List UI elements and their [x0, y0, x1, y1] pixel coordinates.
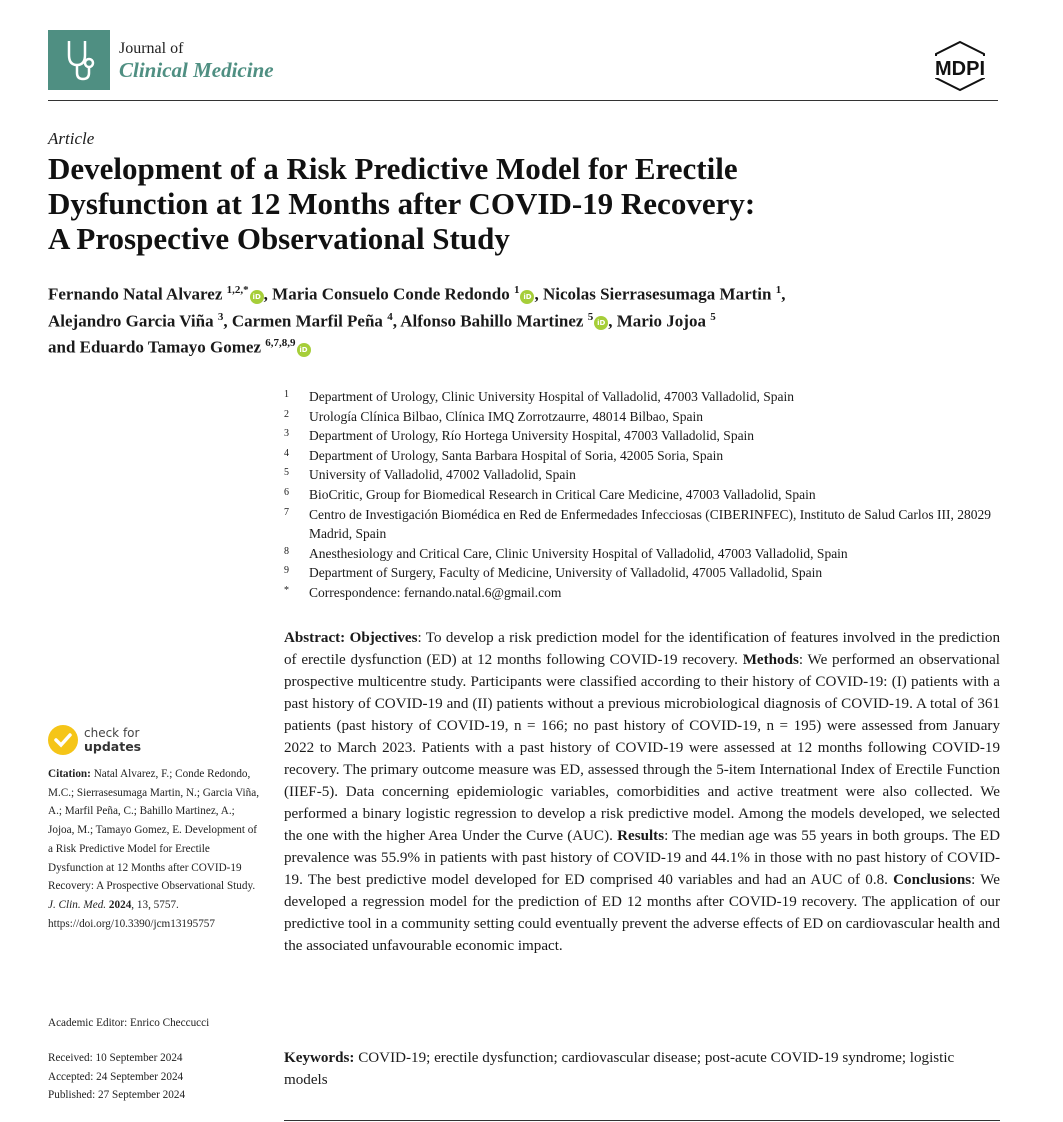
publisher-name: MDPI [935, 58, 985, 80]
author-name[interactable]: Fernando Natal Alvarez [48, 284, 223, 304]
check-updates-line1: check for [84, 726, 140, 740]
abstract: Abstract: Objectives: To develop a risk prediction model for the identification of features involved in the prediction of erectile dysfunction (ED) at 12 months following COVID-19 recovery. Methods: We performed an observational prospective multicentre study. Participants were classified according to their history of COVID-19: (I) patients with a past history of COVID-19 and (II) patients without a previous microbiological diagnosis of COVID-19. A total of 361 patients (past history of COVID-19, n = 166; no past history of COVID-19, n = 195) were assessed from January 2022 to March 2023. Patients with a past history of COVID-19 were assessed at 12 months following COVID-19 recovery. The primary outcome measure was ED, assessed through the 5-item International Index of Erectile Function (IIEF-5). Data concerning epidemiologic variables, comorbidities and active treatment were also collected. We performed a binary logistic regression to develop a risk predictive model. Among the models developed, we selected the one with the higher Area Under the Curve (AUC). Results: The median age was 55 years in both groups. The ED prevalence was 55.9% in patients with past history of COVID-19 and 44.1% in those with no past history of COVID-19. The best predictive model developed for ED comprised 40 variables and had an AUC of 0.8. Conclusions: We developed a regression model for the prediction of ED 12 months after COVID-19 recovery. The application of our predictive tool in a community setting could eventually prevent the adverse effects of ED on cardiovascular health and the associated unfavourable economic impact. [284, 630, 1001, 954]
published-date: Published: 27 September 2024 [48, 1089, 186, 1101]
author-line: Fernando Natal Alvarez $^{1,2,*}$iD , Maria Consuelo Conde Redondo $^1$iD , Nicolas Sierrasesumaga Martin $^1$, [48, 284, 786, 304]
author-name[interactable]: Alejandro Garcia Viña [48, 311, 214, 331]
journal-title [119, 40, 274, 82]
affiliation-item: 8 Anesthesiology and Critical Care, Clinic University Hospital of Valladolid, 47003 Valladolid, Spain [284, 545, 848, 561]
author-affil: 4 [387, 310, 393, 323]
affiliation-item: 1 Department of Urology, Clinic University Hospital of Valladolid, 47003 Valladolid, Spain [284, 389, 794, 404]
doi-link[interactable]: , 13, 5757. https://doi.org/10.3390/jcm13195757 [48, 898, 215, 930]
abstract-label: Abstract: [284, 630, 346, 646]
title-line: Dysfunction at 12 Months after COVID-19 Recovery: [48, 186, 756, 221]
academic-editor: Academic Editor: Enrico Checcucci [48, 1017, 210, 1029]
author-name[interactable]: Mario Jojoa [616, 311, 706, 331]
author-name[interactable]: Alfonso Bahillo Martinez [400, 311, 584, 331]
article-type: Article [48, 129, 95, 148]
keywords: Keywords: COVID-19; erectile dysfunction; cardiovascular disease; post-acute COVID-19 syndrome; logistic models [284, 1050, 955, 1088]
author-affil: 5 [587, 310, 594, 323]
citation: Citation: Natal Alvarez, F.; Conde Redondo, M.C.; Sierrasesumaga Martin, N.; Garcia Viña, A.; Marfil Peña, C.; Bahillo Martinez, A.; Jojoa, M.; Tamayo Gomez, E. Development of a Risk Predictive Model for Erectile Dysfunction at 12 Months after COVID-19 Recovery: A Prospective Observational Study. J. Clin. Med. 2024, 13, 5757. https://doi.org/10.3390/jcm13195757 [48, 768, 260, 930]
affiliation-item: 6 BioCritic, Group for Biomedical Research in Critical Care Medicine, 47003 Valladolid, Spain [284, 486, 816, 502]
title-line: A Prospective Observational Study [48, 221, 510, 256]
author-line [48, 332, 948, 359]
orcid-icon[interactable]: iD [520, 290, 534, 304]
author-affil: 1,2,* [226, 284, 249, 296]
orcid-icon[interactable]: iD [250, 290, 264, 304]
methods-label: Methods [742, 652, 799, 668]
journal-logo [48, 30, 110, 90]
author-affil: 6,7,8,9 [265, 337, 296, 350]
check-updates-icon [48, 725, 78, 755]
keywords-label: Keywords: [284, 1050, 355, 1066]
publisher-logo [920, 40, 1000, 92]
header-divider [48, 100, 998, 101]
author-name[interactable]: Maria Consuelo Conde Redondo [272, 284, 510, 304]
objectives-label: Objectives [349, 630, 418, 646]
dates [48, 1049, 260, 1105]
results-label: Results [617, 828, 665, 844]
author-affil: 3 [217, 310, 224, 323]
author-affil: 1 [513, 284, 520, 296]
check-updates-line2: updates [84, 739, 142, 754]
title-line: Development of a Risk Predictive Model for Erectile [48, 151, 738, 186]
author-name[interactable]: Nicolas Sierrasesumaga Martin [542, 284, 772, 304]
stethoscope-icon [59, 37, 99, 83]
affiliation-item: 9 Department of Surgery, Faculty of Medicine, University of Valladolid, 47005 Valladolid, Spain [284, 565, 823, 581]
author-list [48, 279, 948, 359]
check-for-updates-button[interactable] [48, 725, 141, 755]
author-line: Alejandro Garcia Viña $^3$, Carmen Marfil Peña $^4$, Alfonso Bahillo Martinez $^5$iD , Mario Jojoa $^5$ [48, 310, 716, 331]
accepted-date: Accepted: 24 September 2024 [48, 1070, 184, 1083]
affiliation-item: 5 University of Valladolid, 47002 Valladolid, Spain [284, 467, 576, 483]
correspondence[interactable]: * Correspondence: fernando.natal.6@gmail.com [284, 584, 562, 600]
journal-prefix: Journal of [119, 40, 184, 57]
footer-divider [284, 1120, 1000, 1121]
author-name[interactable]: Carmen Marfil Peña [231, 311, 383, 331]
orcid-icon[interactable]: iD [297, 343, 311, 357]
affiliation-item: 4 Department of Urology, Santa Barbara Hospital of Soria, 42005 Soria, Spain [284, 447, 724, 463]
affiliation-list [284, 387, 1004, 603]
author-affil: 1 [775, 284, 782, 296]
article-title [48, 151, 948, 256]
affiliation-item: 7 Centro de Investigación Biomédica en Red de Enfermedades Infecciosas (CIBERINFEC), Instituto de Salud Carlos III, 28029 Madrid, Spain [284, 506, 991, 542]
affiliation-item: 2 Urología Clínica Bilbao, Clínica IMQ Zorrotzaurre, 48014 Bilbao, Spain [284, 408, 704, 424]
affiliation-item: 3 Department of Urology, Río Hortega University Hospital, 47003 Valladolid, Spain [284, 428, 755, 444]
author-name[interactable]: and Eduardo Tamayo Gomez [48, 337, 262, 357]
received-date: Received: 10 September 2024 [48, 1052, 183, 1064]
journal-name: Clinical Medicine [119, 58, 274, 82]
conclusions-label: Conclusions [893, 872, 972, 888]
orcid-icon[interactable]: iD [594, 316, 608, 330]
author-affil: 5 [710, 310, 716, 323]
